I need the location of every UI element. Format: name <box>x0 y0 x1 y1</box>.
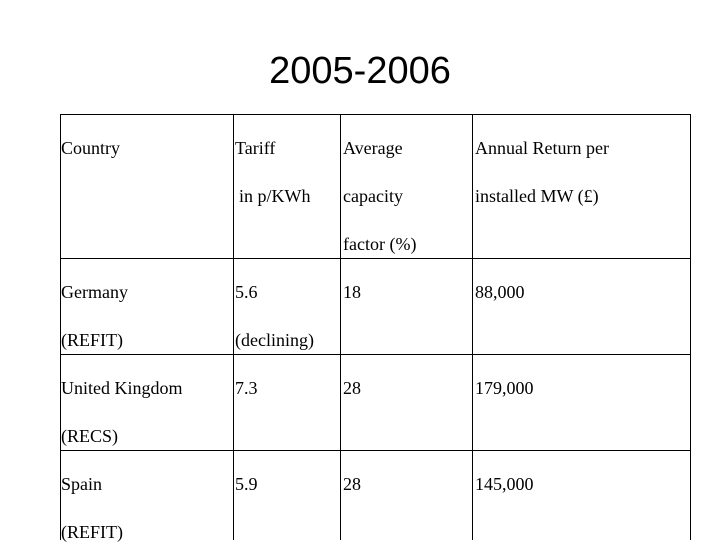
row-spain-annual: 145,000 <box>475 474 534 494</box>
header-tariff: Tariff <box>235 138 276 158</box>
row-germany-capacity: 18 <box>343 282 361 302</box>
row-germany-annual: 88,000 <box>475 282 525 302</box>
row-divider-header <box>60 258 691 259</box>
row-divider-uk <box>60 450 691 451</box>
header-installed-mw: installed MW (£) <box>475 186 599 206</box>
row-germany-tariff-note: (declining) <box>235 330 314 350</box>
header-annual-return: Annual Return per <box>475 138 609 158</box>
row-uk-country: United Kingdom <box>61 378 183 398</box>
row-uk-scheme: (RECS) <box>61 426 119 446</box>
row-spain-scheme: (REFIT) <box>61 522 123 542</box>
row-spain-tariff: 5.9 <box>235 474 258 494</box>
header-average: Average <box>343 138 403 158</box>
row-divider-germany <box>60 354 691 355</box>
row-spain-capacity: 28 <box>343 474 361 494</box>
col-divider-tariff <box>233 114 234 540</box>
header-factor: factor (%) <box>343 234 417 254</box>
slide-title: 2005-2006 <box>269 50 451 92</box>
row-germany-country: Germany <box>61 282 128 302</box>
row-uk-capacity: 28 <box>343 378 361 398</box>
table-right-border <box>690 114 691 540</box>
header-tariff-unit: in p/KWh <box>239 186 311 206</box>
row-spain-country: Spain <box>61 474 103 494</box>
header-capacity: capacity <box>343 186 403 206</box>
table-top-border <box>60 114 691 115</box>
col-divider-capacity <box>340 114 341 540</box>
row-uk-tariff: 7.3 <box>235 378 258 398</box>
row-uk-annual: 179,000 <box>475 378 534 398</box>
row-germany-tariff: 5.6 <box>235 282 258 302</box>
col-divider-annual <box>472 114 473 540</box>
row-germany-scheme: (REFIT) <box>61 330 123 350</box>
header-country: Country <box>61 138 121 158</box>
